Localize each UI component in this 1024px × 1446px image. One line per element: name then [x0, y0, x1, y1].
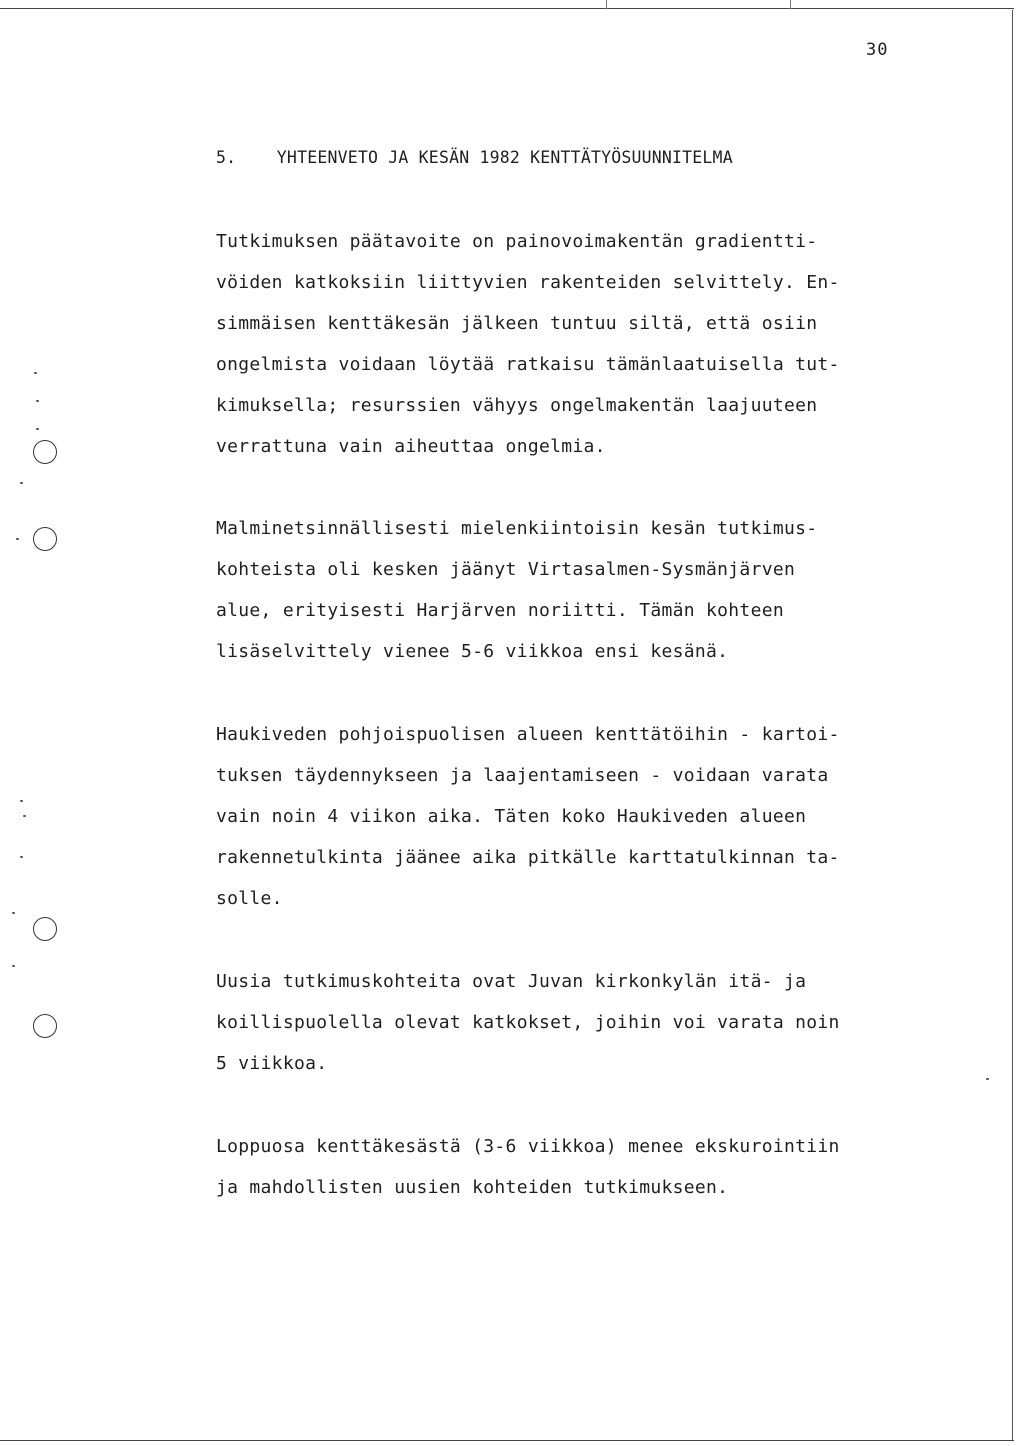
text-line: vöiden katkoksiin liittyvien rakenteiden selvittely. En-: [216, 272, 840, 293]
section-heading: 5. YHTEENVETO JA KESÄN 1982 KENTTÄTYÖSUUNNITELMA: [216, 148, 733, 167]
scan-border-bottom: [0, 1440, 1014, 1441]
paragraph-new-targets: [216, 961, 840, 1084]
text-line: koillispuolella olevat katkokset, joihin voi varata noin: [216, 1012, 840, 1033]
text-line: alue, erityisesti Harjärven noriitti. Tämän kohteen: [216, 600, 784, 621]
scan-speck: [20, 800, 23, 802]
scan-speck: [20, 856, 23, 858]
paragraph-goal: [216, 221, 840, 467]
page-number: 30: [866, 40, 889, 60]
text-line: lisäselvittely vienee 5-6 viikkoa ensi kesänä.: [216, 641, 729, 662]
text-line: rakennetulkinta jäänee aika pitkälle karttatulkinnan ta-: [216, 847, 840, 868]
paragraph-ore-prospecting: [216, 508, 817, 672]
scan-speck: [12, 912, 15, 914]
paragraph-haukivesi: [216, 714, 840, 919]
scan-speck: [16, 538, 19, 540]
scan-speck: [36, 428, 39, 430]
text-line: solle.: [216, 888, 283, 909]
punch-hole: [33, 917, 57, 941]
text-line: Malminetsinnällisesti mielenkiintoisin kesän tutkimus-: [216, 518, 818, 539]
scan-border-right: [1012, 10, 1013, 1440]
text-line: kimuksella; resurssien vähyys ongelmakentän laajuuteen: [216, 395, 818, 416]
text-line: verrattuna vain aiheuttaa ongelmia.: [216, 436, 606, 457]
punch-hole: [33, 527, 57, 551]
text-line: simmäisen kenttäkesän jälkeen tuntuu siltä, että osiin: [216, 313, 818, 334]
scan-speck: [36, 400, 39, 402]
text-line: vain noin 4 viikon aika. Täten koko Haukiveden alueen: [216, 806, 807, 827]
text-line: 5 viikkoa.: [216, 1053, 328, 1074]
scan-speck: [12, 965, 15, 967]
scan-speck: [20, 482, 23, 484]
text-line: kohteista oli kesken jäänyt Virtasalmen-Sysmänjärven: [216, 559, 796, 580]
punch-hole: [33, 1014, 57, 1038]
scan-mark: [790, 0, 791, 9]
text-line: tuksen täydennykseen ja laajentamiseen - voidaan varata: [216, 765, 829, 786]
text-line: Loppuosa kenttäkesästä (3-6 viikkoa) menee ekskurointiin: [216, 1136, 840, 1157]
text-line: ongelmista voidaan löytää ratkaisu tämänlaatuisella tut-: [216, 354, 840, 375]
punch-hole: [33, 440, 57, 464]
scan-mark: [606, 0, 607, 9]
scan-speck: [34, 372, 37, 374]
scan-border-top: [0, 8, 1014, 9]
text-line: Haukiveden pohjoispuolisen alueen kenttätöihin - kartoi-: [216, 724, 840, 745]
text-line: Uusia tutkimuskohteita ovat Juvan kirkonkylän itä- ja: [216, 971, 807, 992]
scan-speck: [986, 1078, 989, 1080]
scan-speck: [23, 815, 26, 817]
text-line: Tutkimuksen päätavoite on painovoimakentän gradientti-: [216, 231, 818, 252]
paragraph-remaining-season: [216, 1126, 840, 1208]
text-line: ja mahdollisten uusien kohteiden tutkimukseen.: [216, 1177, 729, 1198]
